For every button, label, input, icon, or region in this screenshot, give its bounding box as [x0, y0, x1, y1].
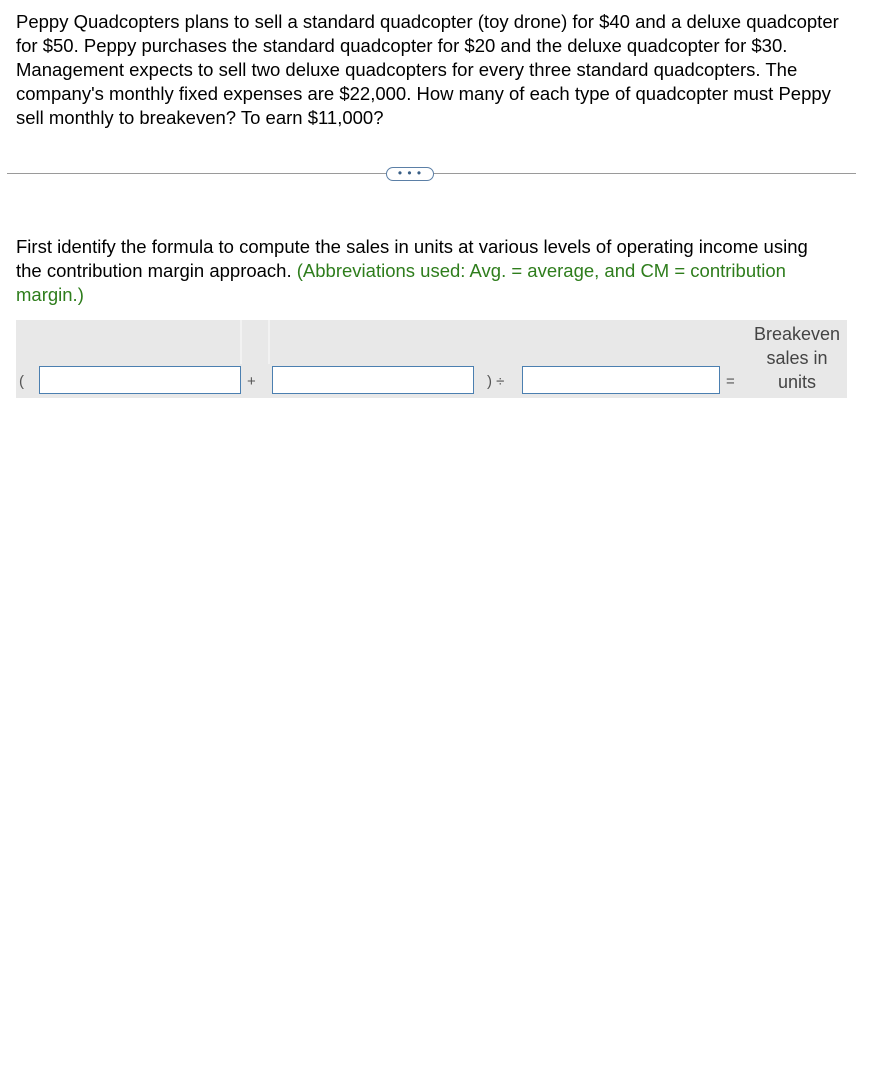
abbreviations-hint: (Abbreviations used: Avg. = average, and CM = contribution margin.)	[16, 260, 786, 305]
result-label: Breakeven sales in units	[753, 324, 841, 392]
column-separator	[240, 320, 242, 364]
avg-cm-per-unit-input[interactable]	[522, 366, 720, 394]
operating-income-input[interactable]	[272, 366, 474, 394]
question-text: Peppy Quadcopters plans to sell a standard quadcopter (toy drone) for $40 and a deluxe quadcopter for $50. Peppy purchases the standard quadcopter for $20 and the deluxe quadcopter for $30. Management expects to sell two deluxe quadcopters for every three standard quadcopters. The company's monthly fixed expenses are $22,000. How many of each type of quadcopter must Peppy sell monthly to breakeven? To earn $11,000?	[16, 11, 839, 128]
plus-sign: +	[247, 373, 256, 390]
open-paren: (	[19, 373, 24, 390]
close-paren-divide-sign: ) ÷	[487, 373, 505, 390]
fixed-expenses-input[interactable]	[39, 366, 241, 394]
instructions-main: First identify the formula to compute the sales in units at various levels of operating income using the contribution margin approach.	[16, 236, 808, 281]
expand-more-button[interactable]: • • •	[386, 167, 434, 181]
instructions-text	[16, 235, 816, 307]
equals-sign: =	[726, 373, 735, 390]
column-separator	[268, 320, 270, 364]
